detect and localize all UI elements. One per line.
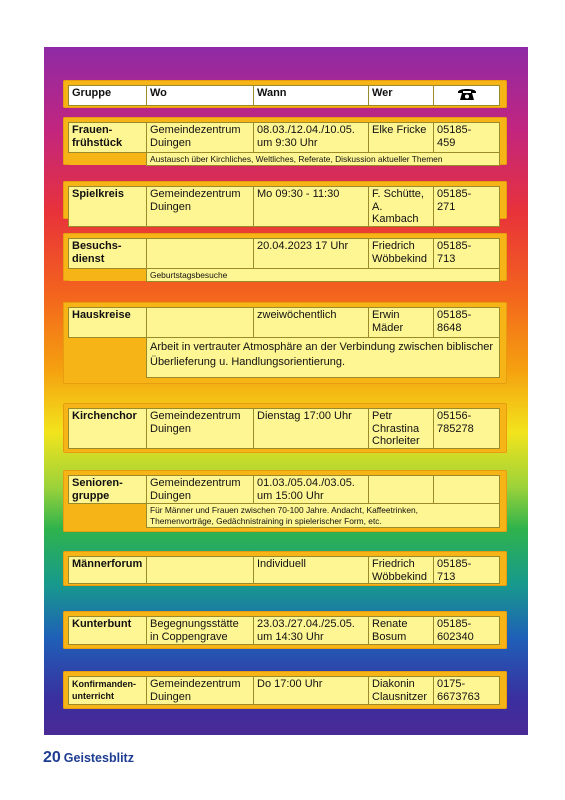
- group-block: [63, 181, 507, 225]
- group-description: Für Männer und Frauen zwischen 70-100 Jahre. Andacht, Kaffeetrinken, Themenvorträge, Gedächnistraining in spielerischer Form, etc.: [147, 504, 500, 528]
- cell-tel: 05185- 459: [434, 123, 500, 153]
- table-row: [69, 123, 500, 153]
- header-wer: Wer: [369, 86, 434, 106]
- cell-wer: Elke Fricke: [369, 123, 434, 153]
- cell-wo: [147, 308, 254, 338]
- cell-gruppe: Kunterbunt: [69, 617, 147, 645]
- cell-wann: Do 17:00 Uhr: [254, 677, 369, 705]
- page-footer: [43, 749, 134, 767]
- table-row: [69, 308, 500, 338]
- magazine-title: Geistesblitz: [63, 751, 134, 765]
- cell-wo: Gemeindezentrum Duingen: [147, 409, 254, 449]
- table-header: [63, 80, 507, 108]
- cell-wer: [369, 476, 434, 504]
- cell-wer: Renate Bosum: [369, 617, 434, 645]
- group-block: [63, 117, 507, 165]
- cell-gruppe: Hauskreise: [69, 308, 147, 338]
- cell-wann: zweiwöchentlich: [254, 308, 369, 338]
- cell-wer: Diakonin Clausnitzer: [369, 677, 434, 705]
- cell-wo: Gemeindezentrum Duingen: [147, 476, 254, 504]
- phone-icon: [457, 87, 477, 105]
- cell-tel: 05185- 8648: [434, 308, 500, 338]
- header-gruppe: Gruppe: [69, 86, 147, 106]
- cell-gruppe: Konfirmanden- unterricht: [69, 677, 147, 705]
- cell-gruppe: Frauen- frühstück: [69, 123, 147, 153]
- cell-tel: 05156- 785278: [434, 409, 500, 449]
- cell-wann: 08.03./12.04./10.05. um 9:30 Uhr: [254, 123, 369, 153]
- note-spacer: [69, 338, 147, 378]
- group-description: Geburtstagsbesuche: [147, 269, 500, 282]
- cell-tel: 05185- 713: [434, 239, 500, 269]
- cell-tel: 05185- 271: [434, 187, 500, 227]
- cell-gruppe: Kirchenchor: [69, 409, 147, 449]
- cell-tel: 0175- 6673763: [434, 677, 500, 705]
- group-block: [63, 403, 507, 453]
- table-row: [69, 409, 500, 449]
- note-spacer: [69, 504, 147, 528]
- cell-wann: 20.04.2023 17 Uhr: [254, 239, 369, 269]
- cell-wann: Individuell: [254, 557, 369, 584]
- cell-gruppe: Männerforum: [69, 557, 147, 584]
- cell-tel: 05185- 713: [434, 557, 500, 584]
- header-phone: [434, 86, 500, 106]
- cell-wer: F. Schütte, A. Kambach: [369, 187, 434, 227]
- table-row: [69, 187, 500, 227]
- note-spacer: [69, 269, 147, 282]
- cell-wer: Friedrich Wöbbekind: [369, 557, 434, 584]
- table-row: [69, 239, 500, 269]
- cell-wer: Erwin Mäder: [369, 308, 434, 338]
- page-number: 20: [43, 749, 61, 766]
- note-spacer: [69, 153, 147, 166]
- group-block: [63, 302, 507, 384]
- table-row: [69, 557, 500, 584]
- group-block: [63, 233, 507, 281]
- group-block: [63, 551, 507, 586]
- cell-gruppe: Senioren- gruppe: [69, 476, 147, 504]
- cell-wo: Gemeindezentrum Duingen: [147, 677, 254, 705]
- group-block: [63, 671, 507, 709]
- table-row: [69, 476, 500, 504]
- cell-wo: Begegnungsstätte in Coppengrave: [147, 617, 254, 645]
- group-block: [63, 470, 507, 532]
- cell-wann: Mo 09:30 - 11:30: [254, 187, 369, 227]
- cell-gruppe: Spielkreis: [69, 187, 147, 227]
- table-row: [69, 617, 500, 645]
- cell-wann: Dienstag 17:00 Uhr: [254, 409, 369, 449]
- cell-wann: 01.03./05.04./03.05. um 15:00 Uhr: [254, 476, 369, 504]
- cell-tel: [434, 476, 500, 504]
- table-row: [69, 677, 500, 705]
- group-description: Austausch über Kirchliches, Weltliches, Referate, Diskussion aktueller Themen: [147, 153, 500, 166]
- cell-wann: 23.03./27.04./25.05. um 14:30 Uhr: [254, 617, 369, 645]
- cell-wer: Petr Chrastina Chorleiter: [369, 409, 434, 449]
- cell-gruppe: Besuchs- dienst: [69, 239, 147, 269]
- cell-tel: 05185- 602340: [434, 617, 500, 645]
- cell-wer: Friedrich Wöbbekind: [369, 239, 434, 269]
- cell-wo: Gemeindezentrum Duingen: [147, 187, 254, 227]
- group-block: [63, 611, 507, 649]
- header-wann: Wann: [254, 86, 369, 106]
- group-description: Arbeit in vertrauter Atmosphäre an der Verbindung zwischen biblischer Überlieferung u. Handlungsorientierung.: [147, 338, 500, 378]
- cell-wo: [147, 557, 254, 584]
- cell-wo: [147, 239, 254, 269]
- cell-wo: Gemeindezentrum Duingen: [147, 123, 254, 153]
- header-wo: Wo: [147, 86, 254, 106]
